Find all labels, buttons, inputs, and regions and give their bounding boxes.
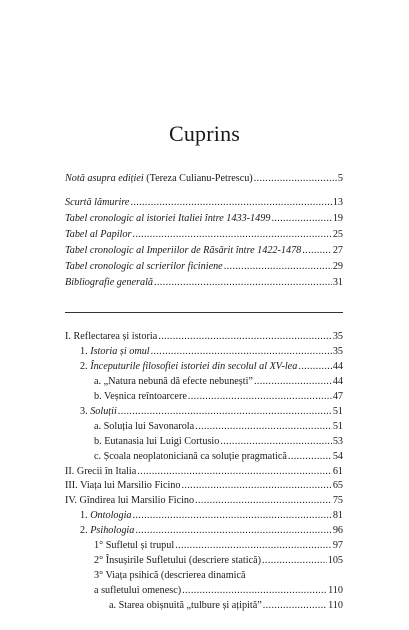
- toc-entry-title: I. Reflectarea și istoria: [65, 331, 158, 342]
- toc-entry-title: a. „Natura nebună dă efecte nebunești”: [94, 375, 253, 387]
- toc-page-number: 13: [332, 197, 343, 208]
- toc-entry: [94, 555, 343, 567]
- dot-leader: [262, 555, 327, 567]
- toc-entry: [94, 436, 343, 448]
- dot-leader: [182, 585, 327, 597]
- dot-leader: [298, 361, 332, 373]
- toc-entry-title: 1. Istoria și omul: [80, 345, 150, 357]
- toc-page-number: 75: [332, 495, 343, 507]
- toc-entry: [80, 510, 343, 522]
- toc-entry: [65, 173, 343, 185]
- toc-entry-title: 2. Psihologia: [80, 525, 135, 537]
- toc-entry-title: Tabel cronologic al scrierilor ficiniene: [65, 261, 223, 272]
- toc-entry-title: 3° Viața psihică (descrierea dinamică: [94, 570, 246, 582]
- toc-entry-title: b. Eutanasia lui Luigi Cortusio: [94, 435, 220, 447]
- dot-leader: [135, 525, 331, 537]
- toc-page-number: 5: [337, 173, 343, 184]
- toc-entry: [80, 525, 343, 537]
- dot-leader: [175, 540, 332, 552]
- dot-leader: [118, 406, 332, 418]
- toc-entry: [65, 277, 343, 289]
- dot-leader: [130, 197, 331, 209]
- toc-page-number: 44: [332, 360, 343, 372]
- toc-entry: [65, 197, 343, 209]
- toc-entry: [94, 570, 343, 582]
- toc-entry-title: a sufletului omenesc): [94, 585, 182, 597]
- dot-leader: [132, 229, 331, 241]
- dot-leader: [254, 173, 337, 185]
- toc-page-number: 51: [332, 405, 343, 417]
- toc-page-number: 27: [332, 245, 343, 256]
- toc-entry: [65, 495, 343, 507]
- toc-entry-title: b. Veșnica reîntoarcere: [94, 390, 187, 402]
- toc-entry-title: 3. Soluții: [80, 405, 117, 417]
- toc-entry-title: 1. Ontologia: [80, 510, 132, 522]
- toc-entry-title: a. Soluția lui Savonarola: [94, 420, 195, 432]
- toc-entry-title: Tabel cronologic al Imperiilor de Răsărit între 1422-1478: [65, 245, 302, 256]
- toc-entry: [65, 229, 343, 241]
- toc-entry: [80, 346, 343, 358]
- dot-leader: [254, 376, 332, 388]
- toc-entry-title: a. Starea obișnuită „tulbure și ațipită”: [109, 600, 262, 611]
- dot-leader: [195, 495, 332, 507]
- toc-entry-title: Tabel cronologic al istoriei Italiei între 1433-1499: [65, 213, 271, 224]
- dot-leader: [182, 480, 332, 492]
- toc-page-number: 53: [332, 435, 343, 447]
- toc-page-number: 65: [332, 480, 343, 492]
- toc-entry: [94, 540, 343, 552]
- dot-leader: [188, 391, 332, 403]
- toc-entry-title: 2. Începuturile filosofiei istoriei din secolul al XV-lea: [80, 360, 298, 372]
- toc-page-number: 29: [332, 261, 343, 272]
- dot-leader: [137, 466, 332, 478]
- dot-leader: [271, 213, 331, 225]
- toc-page-number: 51: [332, 420, 343, 432]
- toc-page-number: 35: [332, 345, 343, 357]
- toc-page-number: 31: [332, 277, 343, 288]
- toc-entry-title: Notă asupra ediției (Tereza Culianu-Petrescu): [65, 173, 253, 184]
- toc-entry: [94, 421, 343, 433]
- toc-entry: [80, 361, 343, 373]
- toc-entry-title: III. Viața lui Marsilio Ficino: [65, 480, 181, 492]
- toc-page-number: 25: [332, 229, 343, 240]
- toc-entry-title: Scurtă lămurire: [65, 197, 130, 208]
- toc-page-number: 110: [328, 585, 343, 597]
- page-title: Cuprins: [168, 121, 241, 146]
- toc-entry: [94, 391, 343, 403]
- dot-leader: [154, 277, 332, 289]
- dot-leader: [302, 245, 332, 257]
- toc-page-number: 35: [332, 331, 343, 342]
- dot-leader: [133, 510, 332, 522]
- toc-page-number: 61: [332, 465, 343, 477]
- dot-leader: [220, 436, 331, 448]
- dot-leader: [288, 451, 332, 463]
- dot-leader: [151, 346, 332, 358]
- dot-leader: [224, 261, 332, 273]
- toc-page-number: 44: [332, 375, 343, 387]
- toc-entry: [65, 466, 343, 478]
- dot-leader: [263, 600, 327, 612]
- toc-page-number: 97: [332, 540, 343, 552]
- toc-entry-title: 2° Însușirile Sufletului (descriere statică): [94, 555, 262, 567]
- toc-page-number: 81: [332, 510, 343, 522]
- toc-entry-title: c. Școala neoplatoniciană ca soluție pragmatică: [94, 450, 287, 462]
- toc-entry: [94, 451, 343, 463]
- toc-entry: [94, 585, 343, 597]
- toc-entry: [65, 213, 343, 225]
- toc-entry: [65, 480, 343, 492]
- toc-entry-title: IV. Gîndirea lui Marsilio Ficino: [65, 495, 195, 507]
- toc-page-number: 96: [332, 525, 343, 537]
- toc-entry: [65, 245, 343, 257]
- toc-entry: [109, 600, 343, 612]
- dot-leader: [158, 331, 332, 343]
- toc-entry: [65, 261, 343, 273]
- toc-page-number: 105: [327, 555, 343, 567]
- toc-entry-title: II. Grecii în Italia: [65, 465, 137, 477]
- toc-page-number: 19: [332, 213, 343, 224]
- toc-entry: [65, 331, 343, 343]
- toc-entry: [94, 376, 343, 388]
- toc-entry-title: 1° Sufletul și trupul: [94, 540, 175, 552]
- section-divider: [65, 312, 343, 313]
- toc-entry: [80, 406, 343, 418]
- dot-leader: [195, 421, 332, 433]
- toc-page-number: 54: [332, 450, 343, 462]
- toc-entry-title: Bibliografie generală: [65, 277, 153, 288]
- toc-page-number: 47: [332, 390, 343, 402]
- toc-page-number: 110: [328, 600, 343, 611]
- toc-entry-title: Tabel al Papilor: [65, 229, 132, 240]
